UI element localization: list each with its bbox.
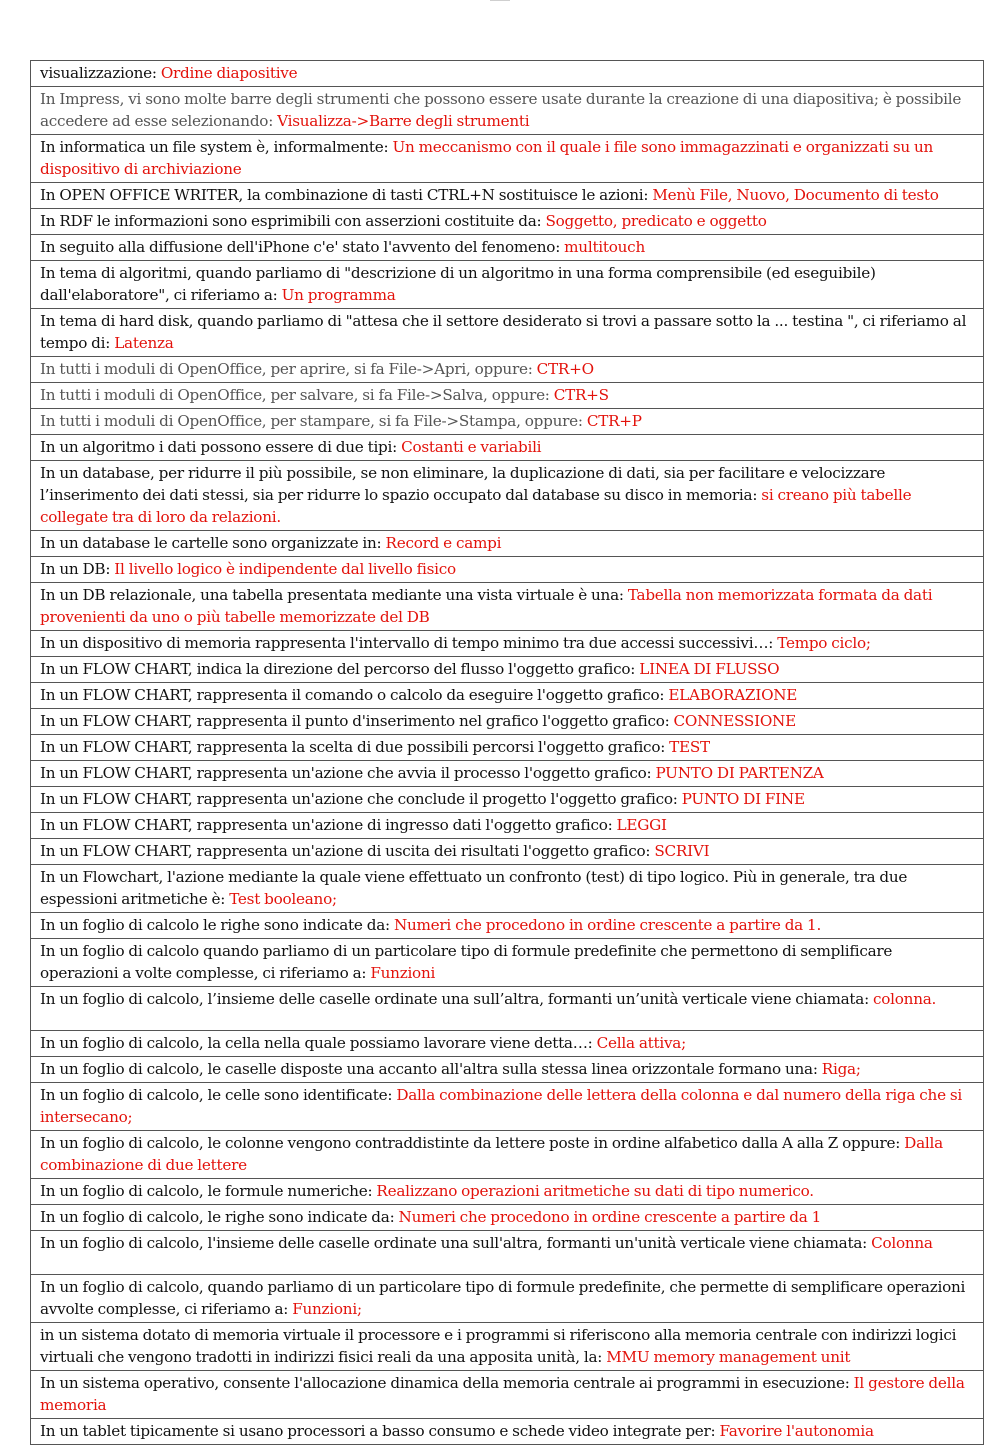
question-text: In un FLOW CHART, rappresenta il punto d'inserimento nel grafico l'oggetto grafico:	[40, 712, 674, 730]
answer-text: Il livello logico è indipendente dal livello fisico	[114, 560, 456, 578]
table-row	[31, 357, 984, 383]
answer-text: Riga;	[821, 1060, 861, 1078]
table-row	[31, 1179, 984, 1205]
table-row	[31, 87, 984, 135]
answer-text: CTR+S	[553, 386, 609, 404]
table-cell	[31, 657, 984, 683]
question-text: In Impress, vi sono molte barre degli strumenti che possono essere usate durante la creazione di una diapositiva; è possibile accedere ad esse selezionando:	[40, 90, 962, 130]
answer-text: Un meccanismo con il quale i file sono immagazzinati e organizzati su un dispositivo di archiviazione	[40, 138, 934, 178]
table-row	[31, 461, 984, 531]
table-row	[31, 1031, 984, 1057]
answer-text: ELABORAZIONE	[668, 686, 798, 704]
table-cell	[31, 461, 984, 531]
table-cell	[31, 1371, 984, 1419]
question-text: In un foglio di calcolo, le celle sono identificate:	[40, 1086, 397, 1104]
table-cell	[31, 913, 984, 939]
table-row	[31, 235, 984, 261]
table-cell	[31, 383, 984, 409]
answer-text: PUNTO DI FINE	[681, 790, 805, 808]
question-text: In un dispositivo di memoria rappresenta l'intervallo di tempo minimo tra due accessi successivi…:	[40, 634, 778, 652]
answer-text: Funzioni	[370, 964, 436, 982]
table-row	[31, 709, 984, 735]
table-row	[31, 531, 984, 557]
question-text: In seguito alla diffusione dell'iPhone c'e' stato l'avvento del fenomeno:	[40, 238, 565, 256]
question-text: In tema di algoritmi, quando parliamo di "descrizione di un algoritmo in una forma comprensibile (ed eseguibile) dall'elaboratore", ci riferiamo a:	[40, 264, 876, 304]
table-row	[31, 865, 984, 913]
answer-text: Favorire l'autonomia	[719, 1422, 874, 1440]
answer-text: LINEA DI FLUSSO	[639, 660, 780, 678]
table-cell	[31, 409, 984, 435]
table-row	[31, 787, 984, 813]
table-row	[31, 735, 984, 761]
table-cell	[31, 683, 984, 709]
question-text: In un database, per ridurre il più possibile, se non eliminare, la duplicazione di dati, sia per facilitare e velocizzare l’inserimento dei dati stessi, sia per ridurre lo spazio occupato dal database su disco in memoria:	[40, 464, 886, 504]
table-row	[31, 1371, 984, 1419]
answer-text: Il gestore della memoria	[40, 1374, 965, 1414]
table-row	[31, 1131, 984, 1179]
answer-text: Record e campi	[385, 534, 502, 552]
answer-text: Colonna	[871, 1234, 933, 1252]
question-text: In informatica un file system è, informalmente:	[40, 138, 393, 156]
table-cell	[31, 1323, 984, 1371]
table-row	[31, 987, 984, 1031]
table-cell	[31, 1275, 984, 1323]
table-cell	[31, 939, 984, 987]
question-text: In un foglio di calcolo, le colonne vengono contraddistinte da lettere poste in ordine alfabetico dalla A alla Z oppure:	[40, 1134, 905, 1152]
answer-text: Menù File, Nuovo, Documento di testo	[652, 186, 939, 204]
table-body	[31, 61, 984, 1445]
table-row	[31, 435, 984, 461]
answer-text: Numeri che procedono in ordine crescente a partire da 1.	[393, 916, 822, 934]
question-text: In OPEN OFFICE WRITER, la combinazione di tasti CTRL+N sostituisce le azioni:	[40, 186, 653, 204]
table-row	[31, 209, 984, 235]
table-row	[31, 1083, 984, 1131]
table-cell	[31, 865, 984, 913]
answer-text: MMU memory management unit	[606, 1348, 851, 1366]
answer-text: multitouch	[564, 238, 645, 256]
table-row	[31, 1275, 984, 1323]
question-text: In un algoritmo i dati possono essere di due tipi:	[40, 438, 402, 456]
table-cell	[31, 1205, 984, 1231]
answer-text: SCRIVI	[654, 842, 710, 860]
table-cell	[31, 357, 984, 383]
answer-text: CONNESSIONE	[673, 712, 796, 730]
table-row	[31, 409, 984, 435]
table-cell	[31, 813, 984, 839]
table-cell	[31, 787, 984, 813]
question-text: In un FLOW CHART, rappresenta il comando o calcolo da eseguire l'oggetto grafico:	[40, 686, 669, 704]
question-text: In tutti i moduli di OpenOffice, per stampare, si fa File->Stampa, oppure:	[40, 412, 587, 430]
table-row	[31, 657, 984, 683]
table-row	[31, 813, 984, 839]
answer-text: Dalla combinazione di due lettere	[40, 1134, 943, 1174]
question-text: In tutti i moduli di OpenOffice, per salvare, si fa File->Salva, oppure:	[40, 386, 554, 404]
table-cell	[31, 209, 984, 235]
table-cell	[31, 987, 984, 1031]
table-cell	[31, 557, 984, 583]
table-cell	[31, 735, 984, 761]
table-cell	[31, 87, 984, 135]
answer-text: Numeri che procedono in ordine crescente a partire da 1	[398, 1208, 822, 1226]
question-text: In un sistema operativo, consente l'allocazione dinamica della memoria centrale ai programmi in esecuzione:	[40, 1374, 854, 1392]
question-text: In un FLOW CHART, rappresenta un'azione che avvia il processo l'oggetto grafico:	[40, 764, 656, 782]
table-cell	[31, 761, 984, 787]
answer-text: Costanti e variabili	[401, 438, 542, 456]
question-text: In tema di hard disk, quando parliamo di "attesa che il settore desiderato si trovi a passare sotto la ... testina ", ci riferiamo al tempo di:	[40, 312, 967, 352]
table-row	[31, 939, 984, 987]
table-cell	[31, 1419, 984, 1445]
table-cell	[31, 1057, 984, 1083]
table-cell	[31, 235, 984, 261]
table-cell	[31, 1031, 984, 1057]
question-answer-table	[30, 60, 984, 1445]
answer-text: TEST	[669, 738, 710, 756]
table-cell	[31, 1179, 984, 1205]
answer-text: PUNTO DI PARTENZA	[655, 764, 824, 782]
answer-text: Test booleano;	[229, 890, 337, 908]
table-row	[31, 383, 984, 409]
table-row	[31, 135, 984, 183]
table-row	[31, 761, 984, 787]
answer-text: Realizzano operazioni aritmetiche su dati di tipo numerico.	[376, 1182, 814, 1200]
question-text: In RDF le informazioni sono esprimibili con asserzioni costituite da:	[40, 212, 546, 230]
answer-text: Visualizza->Barre degli strumenti	[277, 112, 530, 130]
answer-text: LEGGI	[616, 816, 667, 834]
table-row	[31, 913, 984, 939]
table-cell	[31, 61, 984, 87]
question-text: in un sistema dotato di memoria virtuale il processore e i programmi si riferiscono alla memoria centrale con indirizzi logici virtuali che vengono tradotti in indirizzi fisici reali da una apposita unità, la:	[40, 1326, 957, 1366]
table-cell	[31, 135, 984, 183]
table-row	[31, 839, 984, 865]
table-cell	[31, 839, 984, 865]
question-text: In un DB:	[40, 560, 115, 578]
question-text: In un FLOW CHART, rappresenta un'azione di uscita dei risultati l'oggetto grafico:	[40, 842, 655, 860]
answer-text: Ordine diapositive	[160, 64, 298, 82]
question-text: In un foglio di calcolo quando parliamo di un particolare tipo di formule predefinite che permettono di semplificare operazioni a volte complesse, ci riferiamo a:	[40, 942, 893, 982]
question-text: In un FLOW CHART, rappresenta un'azione di ingresso dati l'oggetto grafico:	[40, 816, 617, 834]
question-text: In un foglio di calcolo, le caselle disposte una accanto all'altra sulla stessa linea orizzontale formano una:	[40, 1060, 822, 1078]
answer-text: Dalla combinazione delle lettera della colonna e dal numero della riga che si intersecano;	[40, 1086, 963, 1126]
question-text: In un foglio di calcolo le righe sono indicate da:	[40, 916, 394, 934]
question-text: In un foglio di calcolo, l'insieme delle caselle ordinate una sull'altra, formanti un'unità verticale viene chiamata:	[40, 1234, 872, 1252]
question-text: In un database le cartelle sono organizzate in:	[40, 534, 386, 552]
table-row	[31, 683, 984, 709]
answer-text: Cella attiva;	[596, 1034, 686, 1052]
table-cell	[31, 261, 984, 309]
table-row	[31, 183, 984, 209]
question-text: visualizzazione:	[40, 64, 161, 82]
table-row	[31, 583, 984, 631]
table-cell	[31, 583, 984, 631]
table-row	[31, 1419, 984, 1445]
table-cell	[31, 435, 984, 461]
table-cell	[31, 709, 984, 735]
table-row	[31, 261, 984, 309]
table-cell	[31, 309, 984, 357]
question-text: In un tablet tipicamente si usano processori a basso consumo e schede video integrate per:	[40, 1422, 720, 1440]
answer-text: si creano più tabelle collegate tra di loro da relazioni.	[40, 486, 912, 526]
table-cell	[31, 1231, 984, 1275]
answer-text: CTR+P	[586, 412, 642, 430]
table-row	[31, 1205, 984, 1231]
table-row	[31, 1057, 984, 1083]
answer-text: Tabella non memorizzata formata da dati provenienti da uno o più tabelle memorizzate del DB	[40, 586, 933, 626]
table-cell	[31, 531, 984, 557]
answer-text: Latenza	[114, 334, 174, 352]
answer-text: colonna.	[873, 990, 937, 1008]
table-cell	[31, 183, 984, 209]
table-row	[31, 631, 984, 657]
answer-text: CTR+O	[536, 360, 594, 378]
table-row	[31, 309, 984, 357]
question-text: In un foglio di calcolo, la cella nella quale possiamo lavorare viene detta…:	[40, 1034, 597, 1052]
question-text: In un foglio di calcolo, l’insieme delle caselle ordinate una sull’altra, formanti un’unità verticale viene chiamata:	[40, 990, 874, 1008]
question-text: In un FLOW CHART, rappresenta un'azione che conclude il progetto l'oggetto grafico:	[40, 790, 682, 808]
question-text: In un FLOW CHART, indica la direzione del percorso del flusso l'oggetto grafico:	[40, 660, 640, 678]
question-text: In un foglio di calcolo, quando parliamo di un particolare tipo di formule predefinite, che permette di semplificare operazioni avvolte complesse, ci riferiamo a:	[40, 1278, 966, 1318]
answer-text: Tempo ciclo;	[777, 634, 871, 652]
answer-text: Soggetto, predicato e oggetto	[545, 212, 767, 230]
question-text: In un FLOW CHART, rappresenta la scelta di due possibili percorsi l'oggetto grafico:	[40, 738, 670, 756]
question-text: In un foglio di calcolo, le formule numeriche:	[40, 1182, 377, 1200]
answer-text: Funzioni;	[292, 1300, 362, 1318]
table-cell	[31, 1131, 984, 1179]
table-row	[31, 1323, 984, 1371]
question-text: In tutti i moduli di OpenOffice, per aprire, si fa File->Apri, oppure:	[40, 360, 537, 378]
answer-text: Un programma	[281, 286, 396, 304]
table-row	[31, 61, 984, 87]
table-cell	[31, 1083, 984, 1131]
table-cell	[31, 631, 984, 657]
page-header-mark	[490, 0, 510, 4]
question-text: In un foglio di calcolo, le righe sono indicate da:	[40, 1208, 399, 1226]
question-text: In un Flowchart, l'azione mediante la quale viene effettuato un confronto (test) di tipo logico. Più in generale, tra due espessioni aritmetiche è:	[40, 868, 908, 908]
table-row	[31, 1231, 984, 1275]
question-text: In un DB relazionale, una tabella presentata mediante una vista virtuale è una:	[40, 586, 628, 604]
table-row	[31, 557, 984, 583]
